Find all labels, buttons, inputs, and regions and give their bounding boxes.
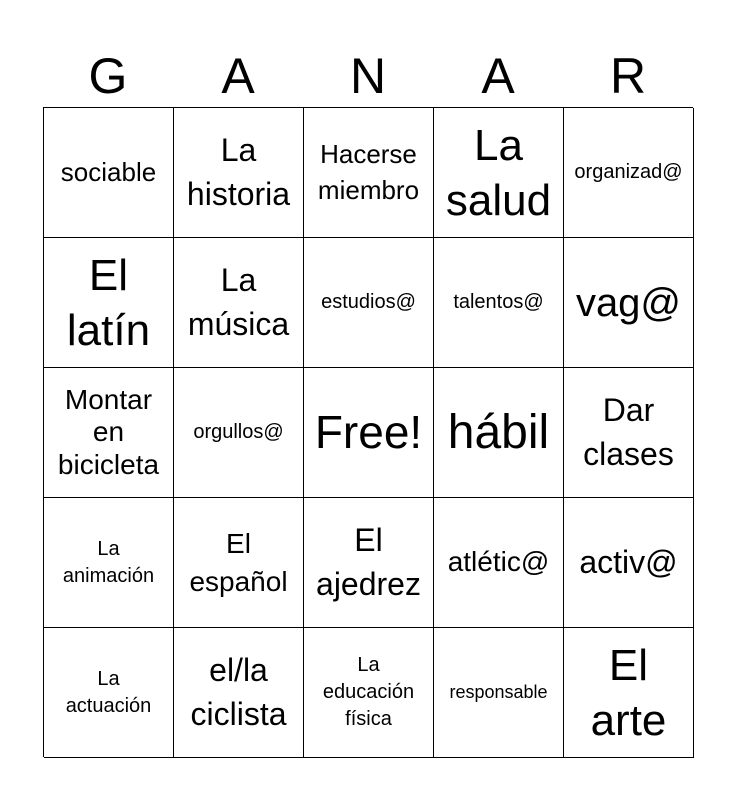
free-space-text: Free! [314, 406, 423, 459]
bingo-board [43, 107, 693, 757]
header-letter-r: R [609, 48, 647, 104]
header-letter-a: A [221, 48, 255, 104]
cell-text: La actuación [65, 667, 152, 717]
bingo-cell[interactable] [304, 628, 434, 758]
bingo-cell[interactable] [564, 108, 694, 238]
cell-text: talentos@ [453, 291, 544, 313]
bingo-cell[interactable] [564, 368, 694, 498]
cell-text: La música [187, 262, 290, 342]
cell-text: atlétic@ [447, 546, 550, 578]
cell-text: La animación [62, 537, 155, 587]
cell-text: estudios@ [321, 291, 416, 313]
header-letter-g: G [88, 48, 128, 104]
cell-text: orgullos@ [193, 421, 284, 443]
bingo-cell[interactable] [174, 368, 304, 498]
bingo-cell[interactable] [564, 238, 694, 368]
cell-text: hábil [447, 405, 550, 459]
cell-text: activ@ [579, 544, 678, 581]
cell-text: El ajedrez [316, 522, 421, 602]
bingo-cell[interactable] [174, 108, 304, 238]
cell-text: El latín [66, 250, 151, 355]
bingo-cell[interactable] [174, 238, 304, 368]
cell-text: sociable [60, 156, 157, 187]
bingo-cell[interactable] [564, 498, 694, 628]
bingo-cell[interactable] [434, 238, 564, 368]
cell-text: organizad@ [574, 161, 683, 183]
cell-text: responsable [449, 682, 548, 703]
free-space-cell[interactable] [304, 368, 434, 498]
bingo-cell[interactable] [304, 238, 434, 368]
bingo-cell[interactable] [564, 628, 694, 758]
bingo-cell[interactable] [304, 108, 434, 238]
header-letter-n: N [349, 48, 387, 104]
cell-text: Montar en bicicleta [57, 384, 160, 480]
bingo-cell[interactable] [174, 628, 304, 758]
bingo-cell[interactable] [44, 108, 174, 238]
cell-text: Dar clases [583, 392, 674, 472]
bingo-cell[interactable] [434, 628, 564, 758]
cell-text: el/la ciclista [190, 652, 287, 732]
cell-text: Hacerse miembro [317, 139, 420, 205]
header-letter-a-2: A [481, 48, 515, 104]
bingo-cell[interactable] [44, 238, 174, 368]
cell-text: El español [189, 527, 288, 597]
bingo-cell[interactable] [434, 368, 564, 498]
bingo-cell[interactable] [304, 498, 434, 628]
bingo-cell[interactable] [44, 628, 174, 758]
cell-text: vag@ [575, 280, 682, 325]
cell-text: La salud [445, 120, 552, 225]
cell-text: La historia [186, 132, 291, 212]
bingo-cell[interactable] [434, 498, 564, 628]
cell-text: La educación física [322, 654, 415, 730]
cell-text: El arte [590, 640, 667, 745]
bingo-header [43, 44, 693, 108]
bingo-cell[interactable] [434, 108, 564, 238]
bingo-cell[interactable] [44, 368, 174, 498]
bingo-cell[interactable] [174, 498, 304, 628]
bingo-cell[interactable] [44, 498, 174, 628]
